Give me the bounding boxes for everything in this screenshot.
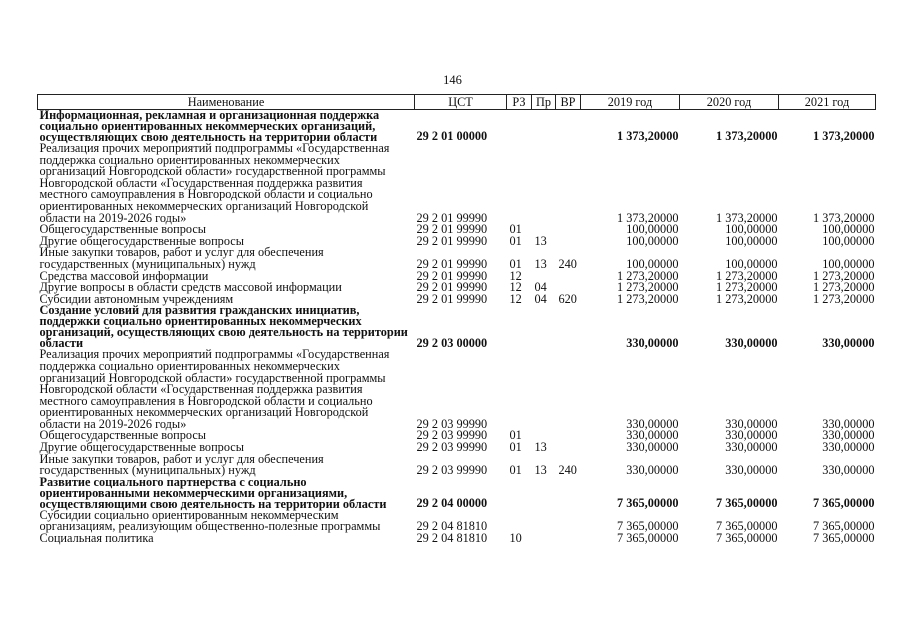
cell-cst: 29 2 04 81810 [416,519,488,534]
cell-name: Иные закупки товаров, работ и услуг для обеспечения государственных (муниципальных) нужд [39,245,324,271]
section-row [38,477,876,510]
budget-table [37,94,876,545]
section-row [38,110,876,144]
cell-2020: 7 365,00000 [716,519,778,534]
cell-rz: 01 [509,463,522,478]
cell-name: Реализация прочих мероприятий подпрограммы «Государственная поддержка социально ориентированных некоммерческих организаций Новгородской области» государственной программы Новгородской области «Государственная поддержка развития местного самоуправления в Новгородской области и социально ориентированных некоммерческих организаций Новгородской области на 2019-2026 годы» [39,347,390,431]
cell-2020: 330,00000 [725,428,778,443]
cell-vr [556,236,581,248]
cell-vr: 240 [558,256,577,271]
cell-rz [507,305,532,349]
cell-name: Субсидии социально ориентированным некоммерческим организациям, реализующим общественно-полезные программы [39,507,381,534]
cell-name: Иные закупки товаров, работ и услуг для обеспечения государственных (муниципальных) нужд [39,451,324,478]
cell-cst: 29 2 03 99990 [416,440,488,455]
section-row [38,305,876,349]
cell-2019: 100,00000 [626,233,679,248]
cell-name: Развитие социального партнерства с социально ориентированными некоммерческими организациями, осуществляющими свою деятельность на территории области [39,474,387,511]
cell-cst: 29 2 01 99990 [416,256,488,271]
table-row [38,533,876,545]
cell-cst: 29 2 03 99990 [416,463,488,478]
cell-pr [532,477,556,510]
cell-2019: 100,00000 [626,222,679,237]
cell-pr: 13 [534,256,547,271]
cell-vr: 620 [558,291,577,306]
cell-rz [507,110,532,144]
cell-rz: 01 [509,222,522,237]
cell-name: Информационная, рекламная и организационная поддержка социально ориентированных некоммерческих организаций, осуществляющих свою деятельность на территории области [39,108,380,144]
cell-2021: 330,00000 [822,416,875,431]
cell-name: Другие общегосударственные вопросы [39,440,244,455]
cell-2021: 100,00000 [822,233,875,248]
cell-2021: 330,00000 [822,428,875,443]
cell-vr [556,430,581,442]
cell-cst: 29 2 01 00000 [416,129,488,144]
cell-cst: 29 2 01 99990 [416,233,488,248]
header-rz: РЗ [507,95,532,110]
cell-2020: 1 273,20000 [716,291,778,306]
cell-2019: 7 365,00000 [617,531,679,546]
cell-2020: 100,00000 [725,233,778,248]
table-row [38,454,876,477]
cell-pr [532,110,556,144]
cell-2019: 330,00000 [626,335,679,350]
table-row [38,510,876,533]
cell-cst: 29 2 03 99990 [416,416,488,431]
header-2019: 2019 год [581,95,680,110]
cell-vr [556,143,581,224]
cell-name: Субсидии автономным учреждениям [39,291,234,306]
cell-name: Другие общегосударственные вопросы [39,233,244,248]
cell-2019: 330,00000 [626,463,679,478]
cell-vr [556,271,581,283]
cell-rz: 12 [509,291,522,306]
table-row [38,143,876,224]
header-pr: Пр [532,95,556,110]
cell-cst: 29 2 03 00000 [416,335,488,350]
cell-2019: 330,00000 [626,440,679,455]
cell-2020: 1 373,20000 [716,129,778,144]
cell-rz: 01 [509,428,522,443]
cell-rz [507,143,532,224]
cell-cst: 29 2 01 99990 [416,222,488,237]
page-number: 146 [443,73,462,87]
cell-2020: 330,00000 [725,335,778,350]
cell-2021: 330,00000 [822,463,875,478]
cell-vr: 240 [558,463,577,478]
cell-2020: 330,00000 [725,416,778,431]
cell-vr [556,110,581,144]
cell-cst: 29 2 04 81810 [416,531,488,546]
header-name: Наименование [38,95,415,110]
cell-rz: 12 [509,280,522,295]
table-row [38,247,876,270]
cell-pr: 13 [534,463,547,478]
header-cst: ЦСТ [415,95,507,110]
cell-2020: 330,00000 [725,463,778,478]
cell-rz: 01 [509,256,522,271]
cell-pr: 13 [534,233,547,248]
cell-pr [532,143,556,224]
cell-cst: 29 2 01 99990 [416,280,488,295]
cell-2019: 1 373,20000 [617,129,679,144]
cell-2021: 100,00000 [822,222,875,237]
cell-2019: 1 273,20000 [617,291,679,306]
cell-2021: 7 365,00000 [813,519,875,534]
cell-2021: 7 365,00000 [813,496,875,511]
table-row [38,349,876,430]
cell-2020: 1 273,20000 [716,268,778,283]
cell-2021: 1 273,20000 [813,280,875,295]
cell-2020: 100,00000 [725,222,778,237]
cell-vr [556,533,581,545]
cell-name: Средства массовой информации [39,268,209,283]
cell-pr [532,533,556,545]
cell-2020: 7 365,00000 [716,531,778,546]
cell-vr [556,442,581,454]
cell-2020: 330,00000 [725,440,778,455]
cell-2021: 100,00000 [822,256,875,271]
cell-vr [556,349,581,430]
cell-name: Общегосударственные вопросы [39,428,207,443]
cell-2021: 330,00000 [822,335,875,350]
cell-2019: 330,00000 [626,416,679,431]
cell-vr [556,224,581,236]
cell-rz: 10 [509,531,522,546]
cell-rz [507,477,532,510]
cell-vr [556,510,581,533]
cell-pr: 04 [534,280,547,295]
cell-2020: 1 373,20000 [716,210,778,225]
cell-cst: 29 2 03 99990 [416,428,488,443]
cell-2019: 7 365,00000 [617,496,679,511]
cell-2020: 100,00000 [725,256,778,271]
cell-2021: 1 373,20000 [813,129,875,144]
cell-name: Создание условий для развития гражданских инициатив, поддержки социально ориентированных некоммерческих организаций, осуществляющих свою деятельность на территории области [39,303,408,351]
cell-rz [507,510,532,533]
cell-rz: 01 [509,233,522,248]
cell-2019: 1 373,20000 [617,210,679,225]
header-2020: 2020 год [680,95,779,110]
cell-rz [507,349,532,430]
cell-rz: 12 [509,268,522,283]
cell-name: Реализация прочих мероприятий подпрограммы «Государственная поддержка социально ориентированных некоммерческих организаций Новгородской области» государственной программы Новгородской области «Государственная поддержка развития местного самоуправления в Новгородской области и социально ориентированных некоммерческих организаций Новгородской области на 2019-2026 годы» [39,141,390,225]
cell-cst: 29 2 01 99990 [416,210,488,225]
cell-2021: 1 273,20000 [813,291,875,306]
cell-2021: 1 373,20000 [813,210,875,225]
cell-2019: 1 273,20000 [617,268,679,283]
cell-2019: 1 273,20000 [617,280,679,295]
cell-2019: 100,00000 [626,256,679,271]
cell-pr: 04 [534,291,547,306]
cell-2020: 1 273,20000 [716,280,778,295]
cell-2021: 330,00000 [822,440,875,455]
table-body [38,110,876,545]
cell-cst: 29 2 01 99990 [416,291,488,306]
cell-pr [532,305,556,349]
cell-pr: 13 [534,440,547,455]
cell-2021: 7 365,00000 [813,531,875,546]
cell-cst: 29 2 04 00000 [416,496,488,511]
cell-pr [532,349,556,430]
cell-pr [532,510,556,533]
cell-2019: 7 365,00000 [617,519,679,534]
cell-vr [556,477,581,510]
cell-name: Социальная политика [39,531,154,546]
cell-2019: 330,00000 [626,428,679,443]
cell-name: Общегосударственные вопросы [39,222,207,237]
cell-vr [556,305,581,349]
header-2021: 2021 год [779,95,876,110]
header-vr: ВР [556,95,581,110]
cell-cst: 29 2 01 99990 [416,268,488,283]
cell-name: Другие вопросы в области средств массовой информации [39,280,342,295]
cell-rz: 01 [509,440,522,455]
cell-2021: 1 273,20000 [813,268,875,283]
cell-2020: 7 365,00000 [716,496,778,511]
